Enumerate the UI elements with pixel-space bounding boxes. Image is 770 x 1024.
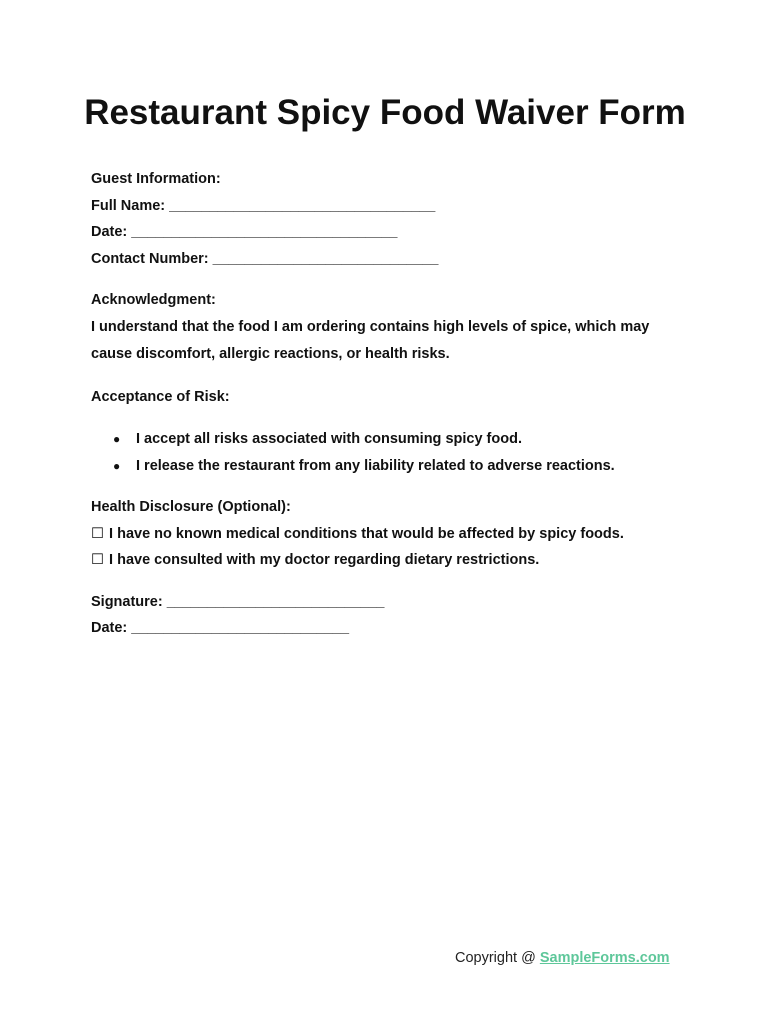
health-option-no-conditions[interactable] <box>91 521 691 548</box>
page-title: Restaurant Spicy Food Waiver Form <box>84 93 686 132</box>
signature-field[interactable]: Signature: ___________________________ <box>91 593 385 610</box>
bullet-icon: ● <box>113 432 121 446</box>
list-item-text: I release the restaurant from any liability related to adverse reactions. <box>136 457 615 474</box>
acceptance-list <box>91 426 691 479</box>
date-field[interactable]: Date: _________________________________ <box>91 224 398 240</box>
list-item <box>91 426 691 453</box>
acceptance-heading: Acceptance of Risk: <box>91 388 230 405</box>
bullet-icon: ● <box>113 458 121 473</box>
checkbox-icon[interactable]: ☐ <box>91 552 104 568</box>
form-body <box>91 166 691 642</box>
health-option-consulted-doctor[interactable] <box>91 547 691 574</box>
copyright-text: Copyright @ <box>455 950 540 966</box>
guest-info-heading: Guest Information: <box>91 171 221 187</box>
contact-number-field[interactable]: Contact Number: ____________________________ <box>91 250 439 267</box>
list-item-text: I accept all risks associated with consuming spicy food. <box>136 431 522 447</box>
list-item <box>91 453 691 480</box>
checkbox-label: I have consulted with my doctor regarding dietary restrictions. <box>109 552 540 568</box>
checkbox-label: I have no known medical conditions that would be affected by spicy foods. <box>109 525 624 542</box>
copyright-footer <box>455 950 670 966</box>
acknowledgment-text: I understand that the food I am ordering contains high levels of spice, which may cause discomfort, allergic reactions, or health risks. <box>91 318 650 362</box>
checkbox-icon[interactable]: ☐ <box>91 525 104 542</box>
full-name-field[interactable]: Full Name: _________________________________ <box>91 197 436 214</box>
sampleforms-link[interactable]: SampleForms.com <box>539 950 670 966</box>
acknowledgment-heading: Acknowledgment: <box>91 292 216 308</box>
signature-date-field[interactable]: Date: ___________________________ <box>91 620 350 636</box>
health-disclosure-heading: Health Disclosure (Optional): <box>91 499 291 515</box>
